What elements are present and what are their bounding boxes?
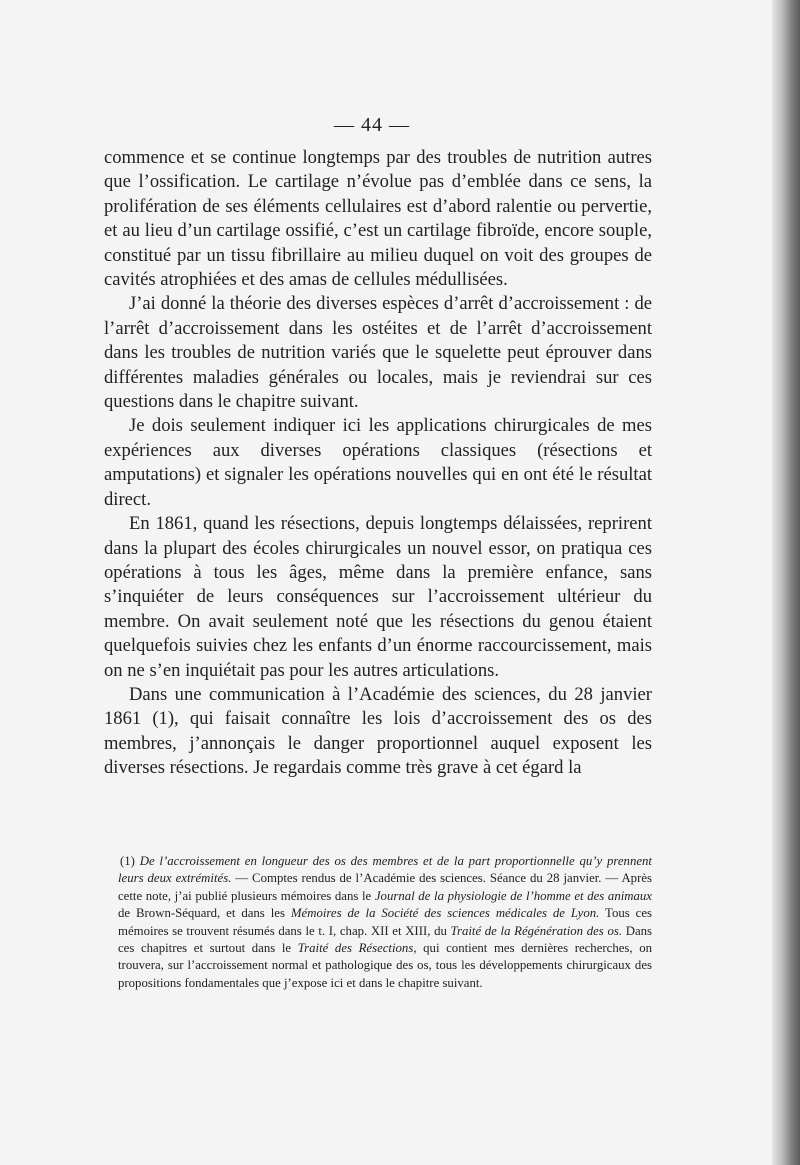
footnote-title: De l’accroissement en longueur des os des membres et de la part proportionnelle qu’y prennent leurs deux extrémités. (118, 854, 652, 886)
footnote (118, 853, 652, 992)
footnote-marker: (1) (120, 854, 135, 868)
footnote-traite-regeneration-title: Traité de la Régénération des os. (450, 923, 623, 938)
footnote-memoires-title: Mémoires de la Société des sciences médicales de Lyon. (290, 906, 600, 921)
page-number: — 44 — (334, 114, 410, 136)
footnote-traite-resections-title: Traité des Résections, (297, 941, 417, 956)
footnote-text: — Comptes rendus de l’Académie des sciences. Séance du 28 janvier. — Après cette note, j’ai publié plusieurs mémoires dans le (118, 871, 653, 903)
paragraph: J’ai donné la théorie des diverses espèces d’arrêt d’accroissement : de l’arrêt d’accroissement dans les ostéites et de l’arrêt d’accroissement dans les troubles de nutrition variés que le squelette peut éprouver dans différentes maladies générales ou locales, mais je reviendrai sur ces questions dans le chapitre suivant. (104, 293, 652, 413)
footnote-text: de Brown-Séquard, et dans les (118, 906, 285, 921)
footnote-text: qui contient mes dernières recherches, on trouvera, sur l’accroissement normal et pathologique des os, tous les développements chirurgicaux des propositions fondamentales que j’expose ici et dans le chapitre suivant. (118, 941, 653, 990)
paragraph-continuation: commence et se continue longtemps par des troubles de nutrition autres que l’ossification. Le cartilage n’évolue pas d’emblée dans ce sens, la prolifération de ses éléments cellulaires est d’abord ralentie ou pervertie, et au lieu d’un cartilage ossifié, c’est un cartilage fibroïde, encore souple, constitué par un tissu fibrillaire au milieu duquel on voit des groupes de cavités atrophiées et des amas de cellules médullisées. (104, 147, 652, 291)
page-edge-shadow (772, 0, 800, 1165)
paragraph: En 1861, quand les résections, depuis longtemps délaissées, reprirent dans la plupart des écoles chirurgicales un nouvel essor, on pratiqua ces opérations à tous les âges, même dans la première enfance, sans s’inquiéter de leurs conséquences sur l’accroissement ultérieur du membre. On avait seulement noté que les résections du genou étaient quelquefois suivies chez les enfants d’un énorme raccourcissement, mais on ne s’en inquiétait pas pour les autres articulations. (104, 513, 652, 681)
paragraph: Je dois seulement indiquer ici les applications chirurgicales de mes expériences aux diverses opérations classiques (résections et amputations) et signaler les opérations nouvelles qui en ont été le résultat direct. (104, 415, 652, 510)
footnote-text: Tous ces mémoires se trouvent résumés dans le t. I, chap. XII et XIII, du (118, 906, 653, 938)
footnote-journal-title: Journal de la physiologie de l’homme et des animaux (374, 888, 652, 903)
paragraph: Dans une communication à l’Académie des sciences, du 28 janvier 1861 (1), qui faisait connaître les lois d’accroissement des os des membres, j’annonçais le danger proportionnel auquel exposent les diverses résections. Je regardais comme très grave à cet égard la (104, 683, 652, 779)
body-text (104, 146, 652, 781)
footnote-text: Dans ces chapitres et surtout dans le (118, 923, 653, 956)
